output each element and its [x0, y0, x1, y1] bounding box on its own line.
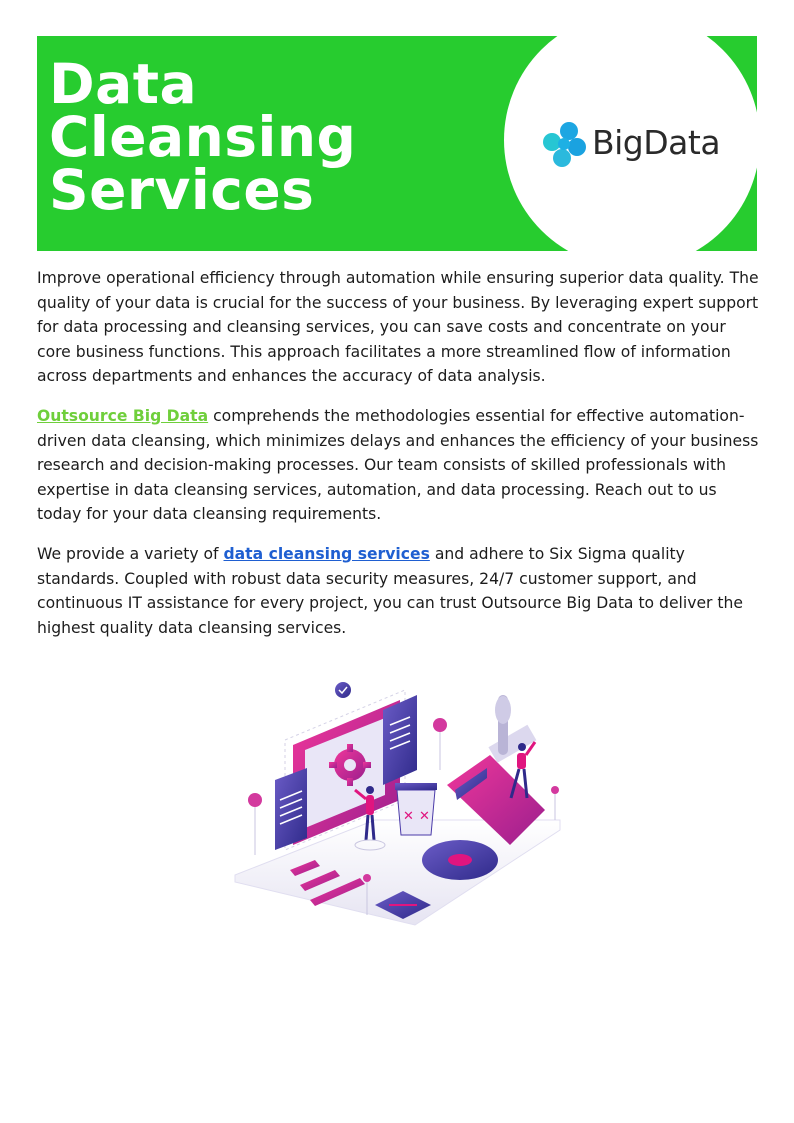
paragraph — [37, 404, 759, 527]
trash-bin-icon — [395, 783, 437, 835]
screen-side-panel — [383, 695, 417, 785]
data-cleansing-services-link[interactable]: data cleansing services — [223, 544, 430, 563]
large-gear-icon — [422, 840, 498, 880]
main-content — [37, 266, 759, 655]
title-line: Services — [49, 158, 315, 222]
paragraph — [37, 542, 759, 640]
chart-panel — [275, 768, 307, 850]
header-banner — [37, 36, 757, 251]
paragraph-text: We provide a variety of — [37, 544, 224, 563]
svg-text:✕: ✕ — [419, 809, 430, 824]
paragraph: Improve operational efficiency through automation while ensuring superior data quality. The quality of your data is crucial for the success of your business. By leveraging expert support for data processing and cleansing services, you can save costs and concentrate on your core business functions. This approach facilitates a more streamlined flow of information across departments and enhances the accuracy of data analysis. — [37, 269, 759, 386]
paragraph-text: comprehends the methodologies essential for effective automation-driven data cleansing, which minimizes delays and enhances the efficiency of your business research and decision-making processes. Our team consists of skilled professionals with expertise in data cleansing services, automation, and data processing. Reach out to us today for your data cleansing requirements. — [37, 406, 759, 524]
logo-text: BigData — [592, 123, 721, 162]
title-line: Cleansing — [49, 105, 357, 169]
outsource-big-data-link[interactable]: Outsource Big Data — [37, 406, 209, 425]
paragraph-text: and adhere to Six Sigma quality standards. Coupled with robust data security measures, 24/7 customer support, and continuous IT assistance for every project, you can trust Outsource Big Data to deliver the highest quality data cleansing services. — [37, 544, 743, 637]
check-badge-icon — [335, 682, 351, 698]
title-line: Data — [49, 52, 198, 116]
data-cleansing-illustration — [225, 650, 570, 940]
bigdata-logo-icon — [540, 120, 590, 170]
page-title — [49, 52, 357, 222]
svg-text:✕: ✕ — [403, 809, 414, 824]
